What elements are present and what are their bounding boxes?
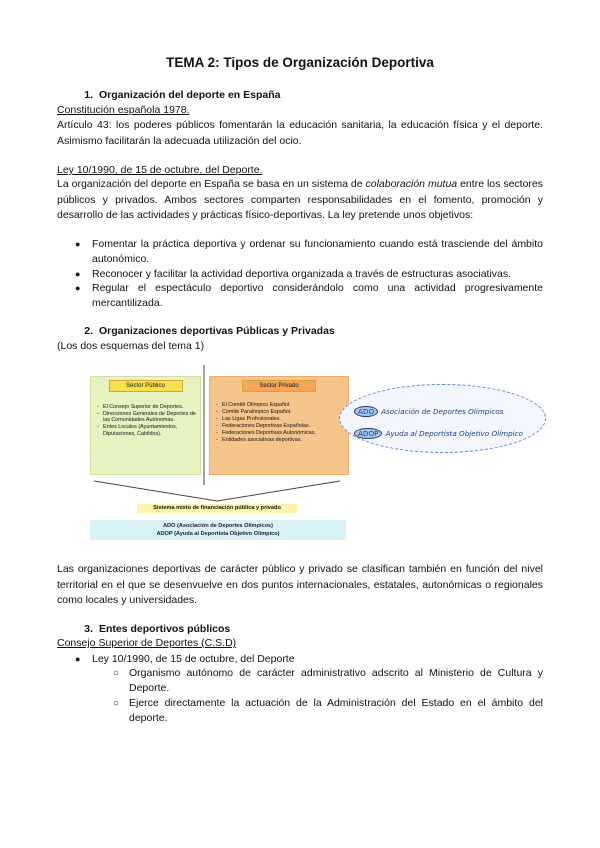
constitucion-link[interactable]: Constitución española 1978. <box>57 104 190 116</box>
list-item <box>73 652 543 667</box>
ado-tag: ADO <box>354 406 378 417</box>
section-title: Organización del deporte en España <box>99 89 281 101</box>
section-number: 1. <box>84 89 93 101</box>
private-sector-box <box>209 376 349 475</box>
private-sector-header: Sector Privado <box>242 380 316 392</box>
page-title: TEMA 2: Tipos de Organización Deportiva <box>166 55 434 70</box>
public-sector-box <box>90 376 201 475</box>
bullet-text: Fomentar la práctica deportiva y ordenar su funcionamiento cuando está trasciende del ámbito autonómico. <box>92 238 543 265</box>
ley-text-start: La organización del deporte en España se basa en un sistema de <box>57 178 366 190</box>
converge-arrow <box>94 481 340 501</box>
sub-bullet-text: Ejerce directamente la actuación de la Administración del Estado en el ámbito del deporte. <box>129 697 543 724</box>
bullet-icon: ● <box>75 283 81 293</box>
list-item <box>73 281 543 311</box>
sub-bullet-text: Organismo autónomo de carácter administrativo adscrito al Ministerio de Cultura y Deporte. <box>129 667 543 694</box>
list-item: - Comité Paralímpico Español. <box>216 409 344 415</box>
bullet-text: Reconocer y facilitar la actividad deportiva organizada a través de estructuras asociativas. <box>92 268 512 280</box>
adop-note <box>354 428 523 439</box>
section-number: 2. <box>84 325 93 337</box>
list-item <box>73 237 543 267</box>
list-item <box>73 267 543 282</box>
list-item: - Federaciones Deportivas Autonómicas. <box>216 430 344 436</box>
section-title: Entes deportivos públicos <box>99 623 231 635</box>
ley-link[interactable]: Ley 10/1990, de 15 de octubre, del Deporte. <box>57 164 263 176</box>
list-item: - El Comité Olímpico Español. <box>216 402 344 408</box>
ado-line: ADO (Asociación de Deportes Olímpicos) <box>162 523 274 529</box>
private-sector-list <box>216 402 344 443</box>
list-item: - Entes Locales (Ayuntamientos, Diputaciones, Cabildos). <box>97 424 196 437</box>
sector-diagram <box>82 363 352 541</box>
list-item: - Las Ligas Profesionales. <box>216 416 344 422</box>
csd-link[interactable]: Consejo Superior de Deportes (C.S.D) <box>57 637 237 649</box>
circle-bullet-icon: ○ <box>113 698 120 709</box>
section-number: 3. <box>84 623 93 635</box>
section-2-paragraph: Las organizaciones deportivas de carácter público y privado se clasifican también en función del nivel territorial en el que se desenvuelve en dos puntos internacionales, estatales, autonómicas o regionales como locales y universidades. <box>57 563 543 606</box>
adop-tag: ADOP <box>354 428 382 439</box>
ley-paragraph <box>57 177 543 224</box>
section-2-subtitle: (Los dos esquemas del tema 1) <box>57 340 205 352</box>
list-item: - El Consejo Superior de Deportes. <box>97 404 196 410</box>
section-title: Organizaciones deportivas Públicas y Privadas <box>99 325 335 337</box>
ado-box <box>90 520 346 540</box>
ado-note <box>354 406 503 417</box>
ley-text-italic: colaboración mutua <box>365 178 458 190</box>
bullet-text: Ley 10/1990, de 15 de octubre, del Deporte <box>92 653 295 665</box>
circle-bullet-icon: ○ <box>113 668 120 679</box>
section-1-heading <box>57 89 547 101</box>
section-2-heading <box>57 325 547 337</box>
sub-list-item <box>112 666 543 696</box>
bullet-icon: ● <box>75 654 81 664</box>
ado-note-text: Asociación de Deportes Olímpicos <box>381 407 504 416</box>
handwritten-note <box>339 384 546 453</box>
ley-text-end: entre los sectores públicos y privados. Ambos sectores comparten responsabilidades en el fomento, promoción y desarrollo de las actividades y prácticas físico-deportivas. La ley pretende unos objetivos: <box>57 178 544 221</box>
adop-note-text: Ayuda al Deportista Objetivo Olímpico <box>385 429 524 438</box>
constitucion-paragraph: Artículo 43: los poderes públicos fomentarán la educación sanitaria, la educación física y el deporte. Asimismo facilitarán la adecuada utilización del ocio. <box>57 119 543 147</box>
public-sector-list <box>97 404 196 437</box>
list-item: - Federaciones Deportivas Españolas. <box>216 423 344 429</box>
section-3-heading <box>57 623 547 635</box>
bullet-icon: ● <box>75 239 81 249</box>
sub-list-item <box>112 696 543 726</box>
public-sector-header: Sector Público <box>109 380 183 392</box>
bullet-icon: ● <box>75 269 81 279</box>
list-item: - Direcciones Generales de Deportes de las Comunidades Autónomas. <box>97 411 196 424</box>
list-item: - Entidades asociativas deportivas. <box>216 437 344 443</box>
adop-line: ADOP (Ayuda al Deportista Objetivo Olímpico) <box>156 531 280 537</box>
bullet-text: Regular el espectáculo deportivo considerándolo como una actividad progresivamente mercantilizada. <box>92 282 543 309</box>
mixed-system-label: Sistema mixto de financiación pública y privado <box>137 504 297 513</box>
